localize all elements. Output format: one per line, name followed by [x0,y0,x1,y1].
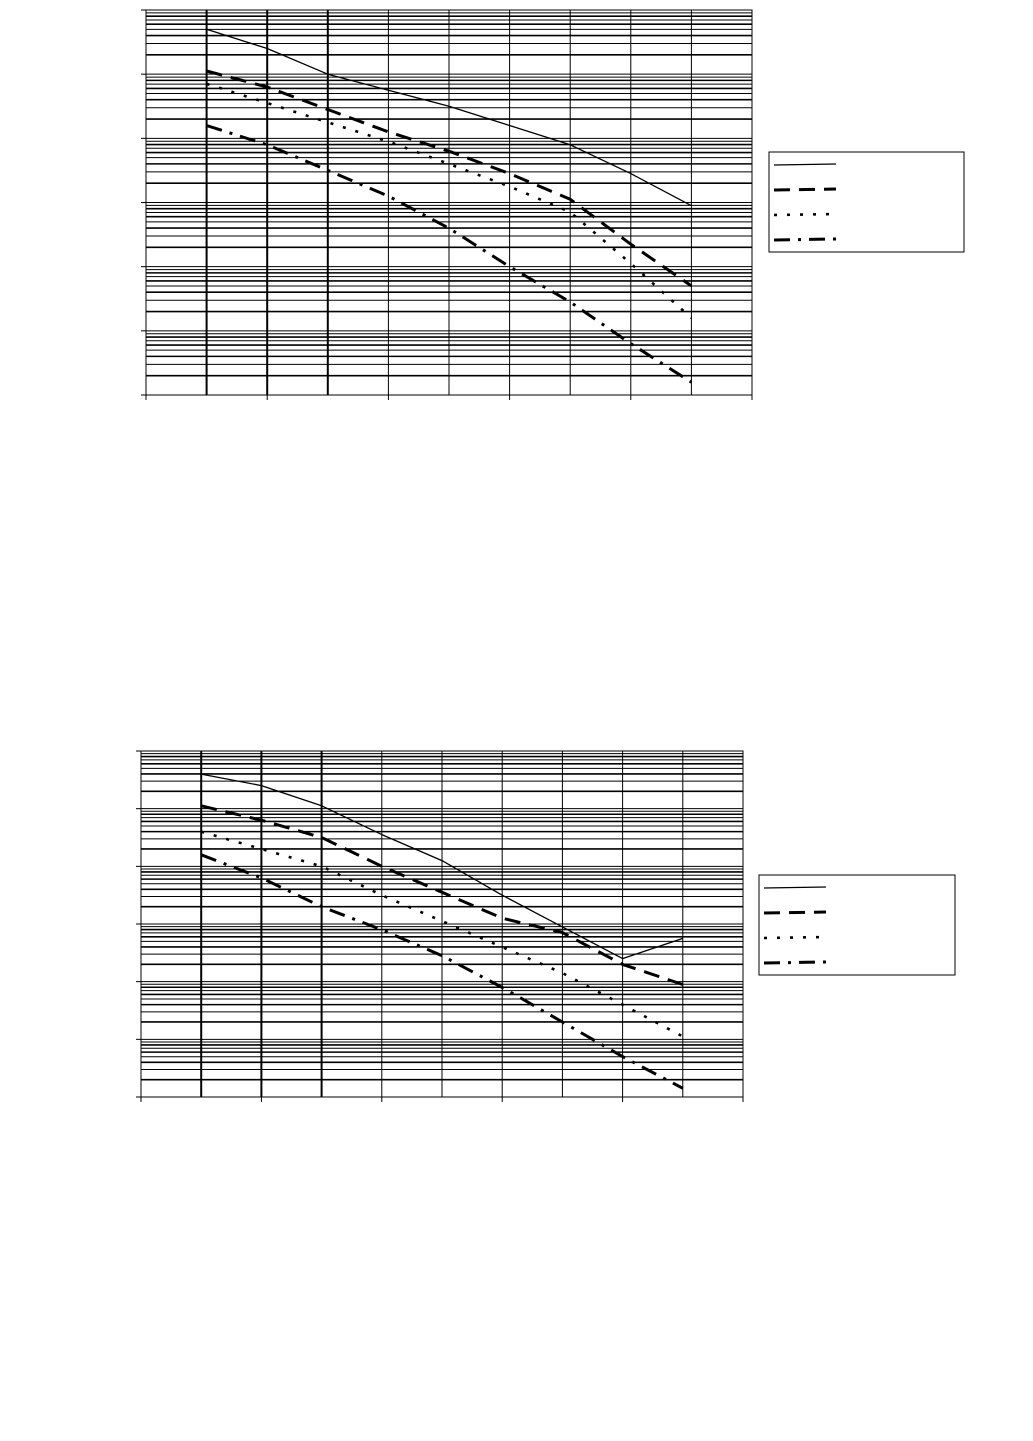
legend [769,152,964,252]
legend-box [769,152,964,252]
x-axis-ticks [141,1097,743,1102]
legend-swatch-dashed [774,189,836,190]
chart-1 [141,10,964,400]
legend-swatch-dashed [764,912,826,913]
legend [759,875,955,975]
legend-box [759,875,955,975]
x-axis-ticks [146,395,752,400]
y-axis-ticks [136,751,141,1097]
y-axis-ticks [141,10,146,395]
chart-2 [136,751,955,1102]
